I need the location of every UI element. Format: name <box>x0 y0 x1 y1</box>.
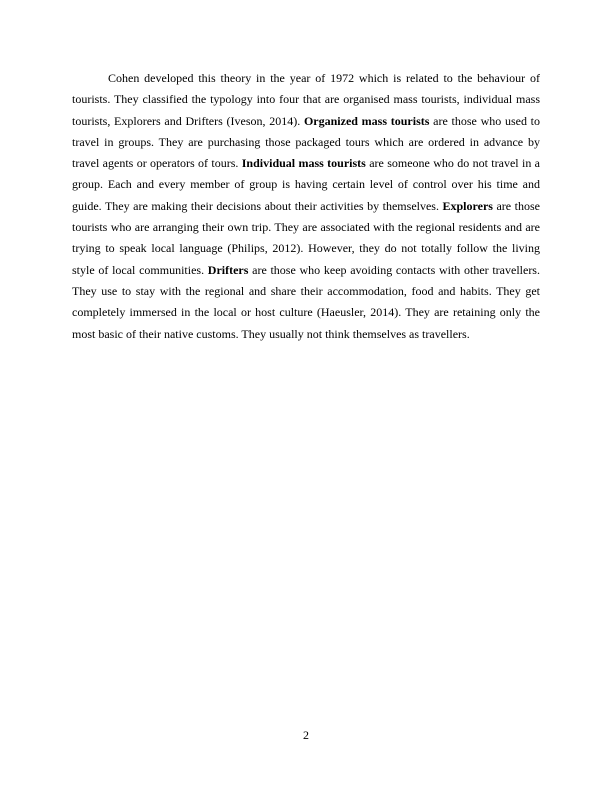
paragraph-text-organized: are those who used to travel in groups. They are purchasing those packaged tours which are ordered in advance by travel agents or operators of tours. <box>72 113 541 171</box>
paragraph-text-intro: Cohen developed this theory in the year of 1972 which is related to the behaviour of tourists. They classified the typology into four that are organised mass tourists, individual mass tourists, Explorers and Drifters (Iveson, 2014). <box>72 71 540 128</box>
term-individual-mass-tourists: Individual mass tourists <box>241 156 366 171</box>
term-organized-mass-tourists: Organized mass tourists <box>303 113 430 128</box>
paragraph-text-individual: are someone who do not travel in a group. Each and every member of group is having certain level of control over his time and guide. They are making their decisions about their activities by themselves. <box>72 156 540 213</box>
paragraph-text-drifters: are those who keep avoiding contacts with other travellers. They use to stay with the regional and share their accommodation, food and habits. They get completely immersed in the local or host culture (Haeusler, 2014). They are retaining only the most basic of their native customs. They usually not think themselves as travellers. <box>72 262 540 341</box>
term-drifters: Drifters <box>207 262 249 277</box>
page-number: 2 <box>303 728 309 742</box>
body-paragraph <box>72 68 540 345</box>
paragraph-text-explorers: are those tourists who are arranging their own trip. They are associated with the regional residents and are trying to speak local language (Philips, 2012). However, they do not totally follow the living style of local communities. <box>72 198 540 277</box>
term-explorers: Explorers <box>442 198 493 213</box>
